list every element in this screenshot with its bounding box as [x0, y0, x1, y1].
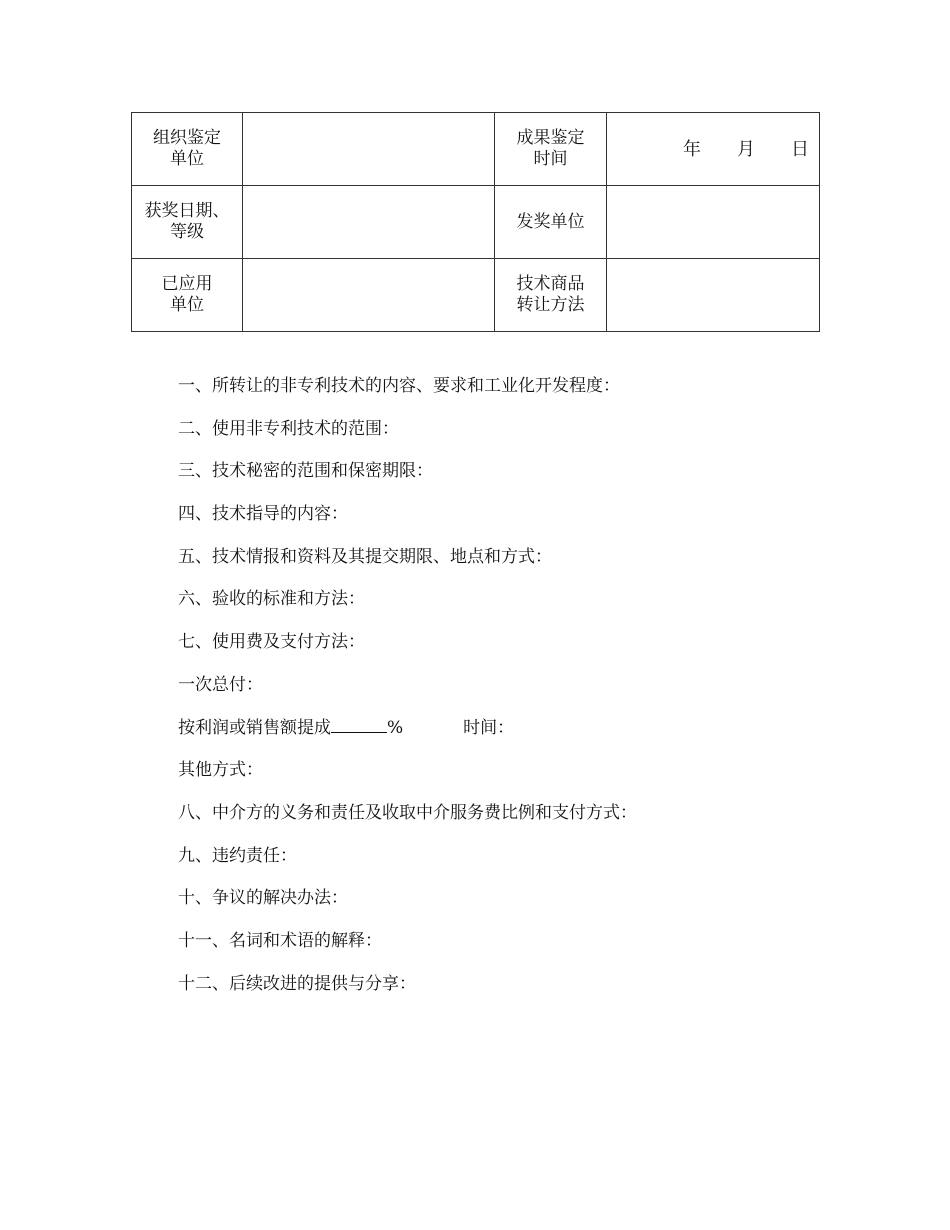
appraisal-time-label: 成果鉴定 时间	[495, 113, 607, 186]
transfer-method-label: 技术商品 转让方法	[495, 259, 607, 332]
clause-list	[178, 374, 818, 1014]
org-appraisal-unit-field[interactable]	[243, 113, 495, 186]
award-date-level-label: 获奖日期、 等级	[132, 186, 243, 259]
clause-3: 三、技术秘密的范围和保密期限：	[178, 461, 433, 482]
clause-5: 五、技术情报和资料及其提交期限、地点和方式：	[178, 546, 552, 567]
table-row	[132, 186, 820, 259]
clause-7: 七、使用费及支付方法：	[178, 632, 365, 653]
table-row	[132, 113, 820, 186]
clause-9: 九、违约责任：	[178, 845, 297, 866]
table-row	[132, 259, 820, 332]
clause-2: 二、使用非专利技术的范围：	[178, 418, 399, 439]
org-appraisal-unit-label: 组织鉴定 单位	[132, 113, 243, 186]
award-unit-field[interactable]	[607, 186, 820, 259]
applied-unit-label: 已应用 单位	[132, 259, 243, 332]
percent-sign: %	[387, 717, 404, 738]
year-label: 年	[683, 138, 701, 160]
clause-1: 一、所转让的非专利技术的内容、要求和工业化开发程度：	[178, 376, 620, 396]
royalty-prefix: 按利润或销售额提成	[178, 717, 331, 738]
transfer-method-field[interactable]	[607, 259, 820, 332]
award-date-level-field[interactable]	[243, 186, 495, 259]
clause-10: 十、争议的解决办法：	[178, 888, 348, 909]
other-methods-line: 其他方式：	[178, 760, 263, 781]
day-label: 日	[791, 138, 809, 160]
applied-unit-field[interactable]	[243, 259, 495, 332]
royalty-line	[178, 716, 818, 759]
royalty-time-label: 时间：	[463, 717, 515, 738]
appraisal-date-field[interactable]	[607, 113, 820, 186]
award-unit-label: 发奖单位	[495, 186, 607, 259]
lump-sum-line: 一次总付：	[178, 674, 263, 695]
royalty-percent-blank[interactable]	[331, 716, 387, 733]
clause-4: 四、技术指导的内容：	[178, 504, 348, 525]
info-table	[131, 112, 820, 332]
clause-6: 六、验收的标准和方法：	[178, 589, 365, 610]
clause-8: 八、中介方的义务和责任及收取中介服务费比例和支付方式：	[178, 802, 637, 823]
month-label: 月	[737, 138, 755, 160]
clause-12: 十二、后续改进的提供与分享：	[178, 973, 416, 994]
clause-11: 十一、名词和术语的解释：	[178, 930, 382, 951]
